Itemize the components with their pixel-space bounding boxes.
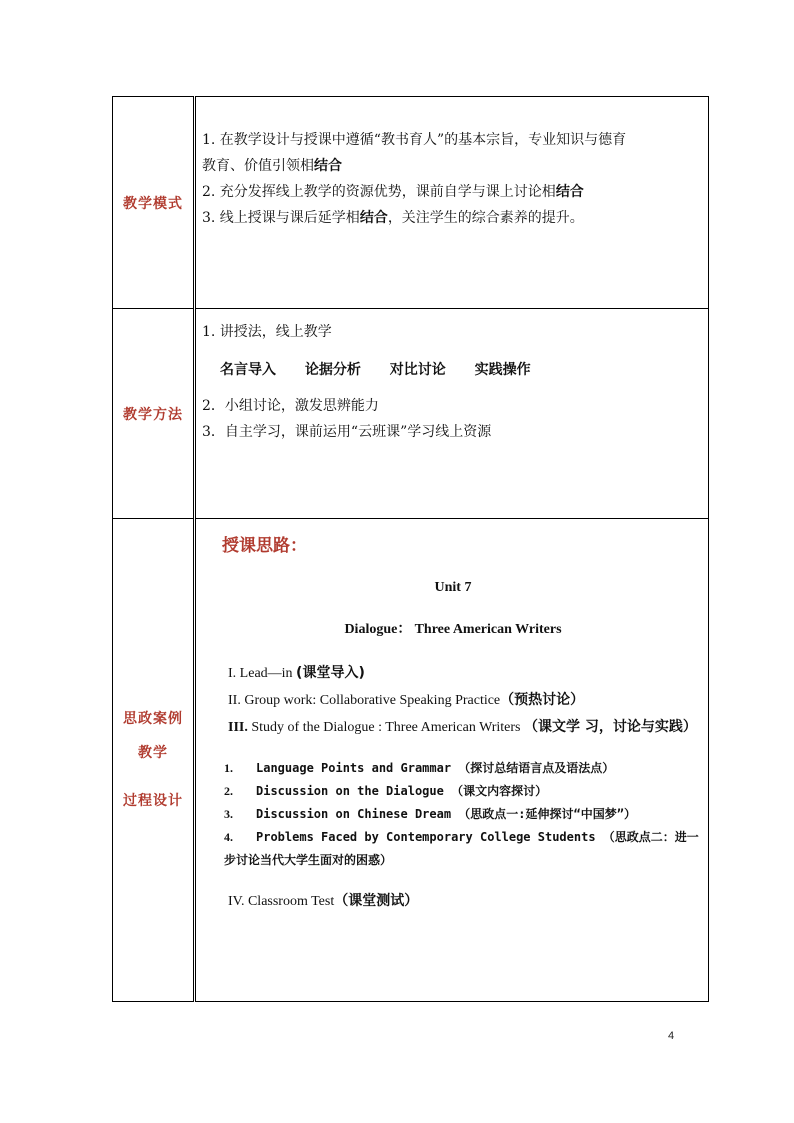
row-teaching-mode: [113, 97, 709, 309]
label-teaching-method: 教学方法: [113, 309, 195, 519]
teaching-method-content: [195, 309, 709, 519]
mode-item-1-cont: 教育、价值引领相结合: [202, 158, 342, 174]
content-table: [112, 96, 709, 1002]
dialogue-title: Dialogue： Three American Writers: [344, 622, 562, 637]
method-item-2: 2．小组讨论，激发思辨能力: [202, 398, 379, 414]
label-process-design: 思政案例 教学 过程设计: [113, 519, 195, 1002]
subpoint-1: 1. Language Points and Grammar （探讨总结语言点及语法点）: [224, 761, 615, 775]
page-number: 4: [668, 1030, 675, 1042]
teaching-mode-content: [195, 97, 709, 309]
mode-item-2: 2. 充分发挥线上教学的资源优势，课前自学与课上讨论相结合: [202, 184, 584, 200]
outline-item-2: II. Group work: Collaborative Speaking Practice（预热讨论）: [228, 692, 585, 708]
mode-item-3: 3. 线上授课与课后延学相结合，关注学生的综合素养的提升。: [202, 210, 584, 226]
subpoint-3: 3. Discussion on Chinese Dream （思政点一:延伸探讨“中国梦”）: [224, 807, 636, 821]
section-heading: 授课思路：: [222, 536, 307, 556]
subpoint-list: [224, 757, 704, 872]
method-argument-analysis: 论据分析: [304, 362, 361, 378]
outline-item-1: I. Lead—in (课堂导入): [228, 665, 365, 681]
mode-item-1: 1. 在教学设计与授课中遵循“教书育人”的基本宗旨，专业知识与德育: [202, 132, 627, 148]
method-item-1: 1. 讲授法，线上教学: [202, 324, 332, 340]
row-teaching-method: [113, 309, 709, 519]
method-comparative-discussion: 对比讨论: [389, 362, 446, 378]
method-list: [220, 359, 704, 379]
subpoint-4: 4. Problems Faced by Contemporary College Students （思政点二：进一步讨论当代大学生面对的困惑）: [224, 830, 699, 867]
outline-item-3: III. Study of the Dialogue : Three American Writers （课文学 习，讨论与实践）: [228, 719, 697, 735]
label-teaching-mode: 教学模式: [113, 97, 195, 309]
outline-item-4: IV. Classroom Test（课堂测试）: [228, 893, 419, 909]
row-process-design: [113, 519, 709, 1002]
subpoint-2: 2. Discussion on the Dialogue （课文内容探讨）: [224, 784, 548, 798]
unit-title: Unit 7: [434, 580, 472, 595]
method-practice: 实践操作: [474, 362, 531, 378]
method-quote-intro: 名言导入: [220, 362, 276, 378]
process-design-content: [195, 519, 709, 1002]
method-item-3: 3．自主学习，课前运用“云班课”学习线上资源: [202, 424, 492, 440]
